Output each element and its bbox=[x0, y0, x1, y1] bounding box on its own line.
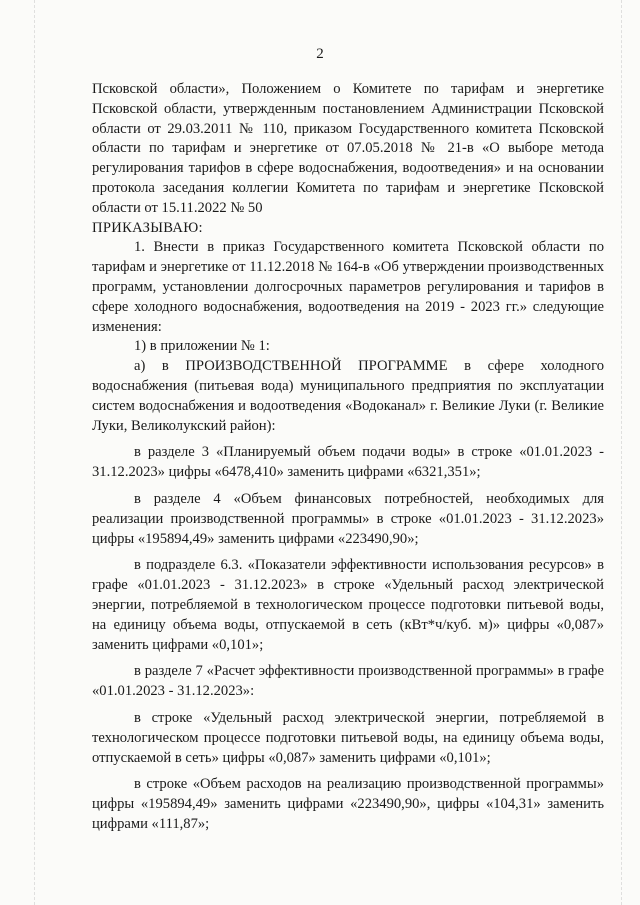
subitem-a-paragraph: а) в ПРОИЗВОДСТВЕННОЙ ПРОГРАММЕ в сфере холодного водоснабжения (питьевая вода) муниципального предприятия по эксплуатации систем водоснабжения и водоотведения «Водоканал» г. Великие Луки (г. Великие Луки, Великолукский район): bbox=[92, 358, 604, 434]
item-1-paragraph: 1. Внести в приказ Государственного комитета Псковской области по тарифам и энергетике от 11.12.2018 № 164-в «Об утверждении производственных программ, установлении долгосрочных параметров регулирования и тарифов в сфере холодного водоснабжения, водоотведения на 2019 - 2023 гг.» следующие изменения: bbox=[92, 239, 604, 335]
expenses-row-paragraph: в строке «Объем расходов на реализацию производственной программы» цифры «195894,49» заменить цифрами «223490,90», цифры «104,31» заменить цифрами «111,87»; bbox=[92, 776, 604, 832]
section-3-paragraph: в разделе 3 «Планируемый объем подачи воды» в строке «01.01.2023 - 31.12.2023» цифры «6478,410» заменить цифрами «6321,351»; bbox=[92, 444, 604, 481]
intro-paragraph: Псковской области», Положением о Комитете по тарифам и энергетике Псковской области, утвержденным постановлением Администрации Псковской области от 29.03.2011 № 110, приказом Государственного комитета Псковской области по тарифам и энергетике от 07.05.2018 № 21-в «О выборе метода регулирования тарифов в сфере водоснабжения, водоотведения» и на основании протокола заседания коллегии Комитета по тарифам и энергетике Псковской области от 15.11.2022 № 50 bbox=[92, 81, 604, 216]
scan-artifact-line bbox=[621, 0, 623, 905]
document-body bbox=[92, 80, 604, 835]
subitem-1-paragraph: 1) в приложении № 1: bbox=[134, 338, 270, 355]
scan-artifact-line bbox=[34, 0, 36, 905]
electricity-row-paragraph: в строке «Удельный расход электрической энергии, потребляемой в технологическом процессе подготовки питьевой воды, на единицу объема воды, отпускаемой в сеть» цифры «0,087» заменить цифрами «0,101»; bbox=[92, 709, 604, 766]
section-7-paragraph: в разделе 7 «Расчет эффективности производственной программы» в графе «01.01.2023 - 31.12.2023»: bbox=[92, 663, 604, 700]
subsection-6-3-paragraph: в подразделе 6.3. «Показатели эффективности использования ресурсов» в графе «01.01.2023 - 31.12.2023» в строке «Удельный расход электрической энергии, потребляемой в технологическом процессе подготовки питьевой воды, на единицу объема воды, отпускаемой в сеть (кВт*ч/куб. м)» цифры «0,087» заменить цифрами «0,101»; bbox=[92, 557, 604, 653]
order-heading: ПРИКАЗЫВАЮ: bbox=[92, 219, 203, 236]
section-4-paragraph: в разделе 4 «Объем финансовых потребностей, необходимых для реализации производственной программы» в строке «01.01.2023 - 31.12.2023» цифры «195894,49» заменить цифрами «223490,90»; bbox=[92, 490, 604, 547]
page-number: 2 bbox=[316, 46, 324, 62]
